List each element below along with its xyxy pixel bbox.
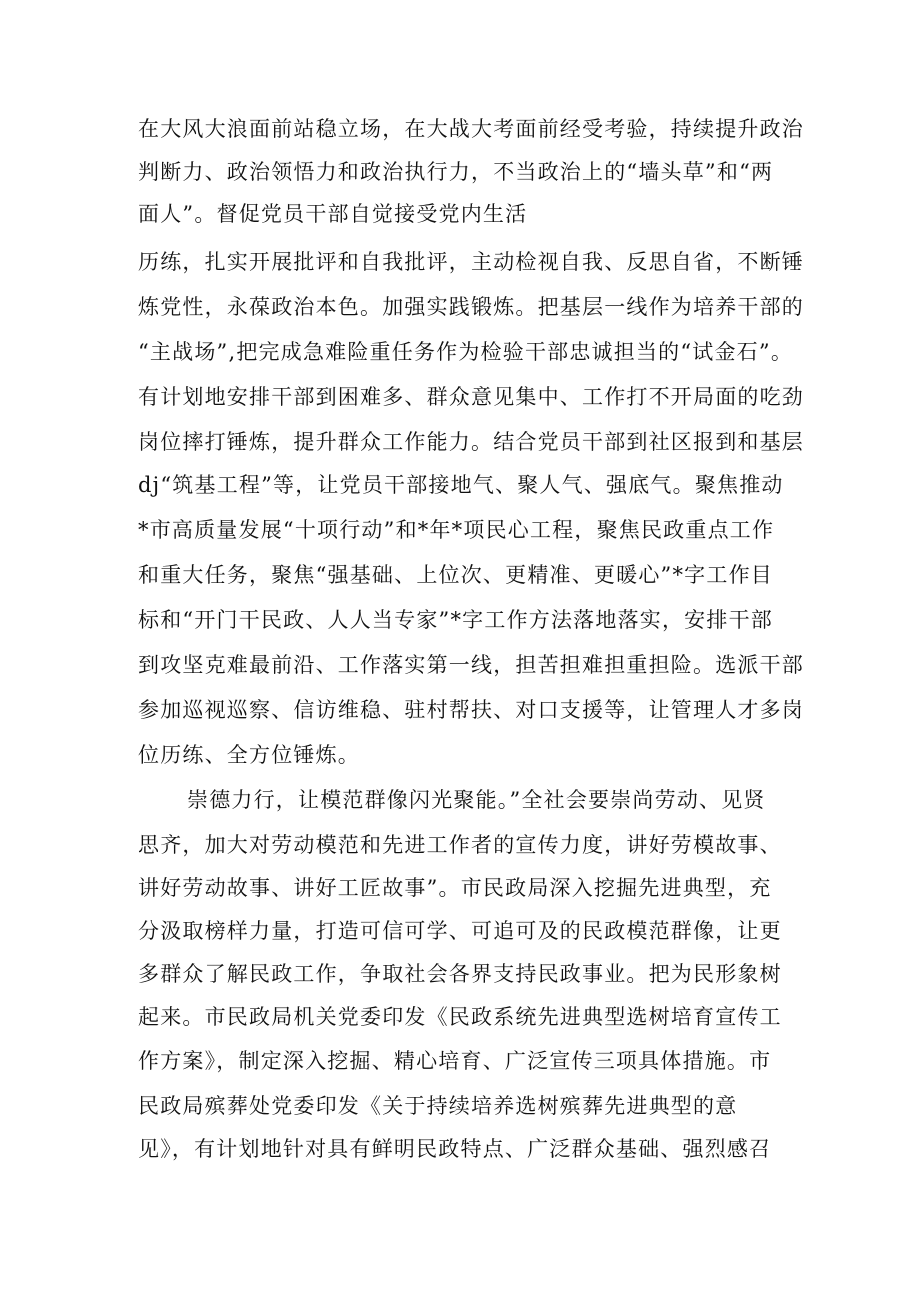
- text-line: 和重大任务，聚焦“强基础、上位次、更精准、更暖心”*字工作目: [138, 563, 773, 587]
- text-line: 民政局殡葬处党委印发《关于持续培养选树殡葬先进典型的意: [138, 1094, 738, 1118]
- text-line: 位历练、全方位锤炼。: [138, 743, 360, 767]
- text-line: 多群众了解民政工作，争取社会各界支持民政事业。把为民形象树: [138, 962, 782, 986]
- text-line: 判断力、政治领悟力和政治执行力，不当政治上的“墙头草”和“两: [138, 160, 774, 184]
- text-line: 参加巡视巡察、信访维稳、驻村帮扶、对口支援等，让管理人才多岗: [138, 698, 804, 722]
- text-line: 见》，有计划地针对具有鲜明民政特点、广泛群众基础、强烈感召: [138, 1137, 772, 1161]
- text-line: 在大风大浪面前站稳立场，在大战大考面前经受考验，持续提升政治: [138, 117, 804, 141]
- text-line: 思齐，加大对劳动模范和先进工作者的宣传力度，讲好劳模故事、: [138, 833, 782, 857]
- text-line: 到攻坚克难最前沿、工作落实第一线，担苦担难担重担险。选派干部: [138, 653, 804, 677]
- text-line: dj“筑基工程”等，让党员干部接地气、聚人气、强底气。聚焦推动: [138, 473, 784, 497]
- paragraph-first-line: 崇德力行，让模范群像闪光聚能。”全社会要崇尚劳动、见贤: [187, 788, 766, 812]
- text-line: 岗位摔打锤炼，提升群众工作能力。结合党员干部到社区报到和基层: [138, 430, 804, 454]
- text-line: 起来。市民政局机关党委印发《民政系统先进典型选树培育宣传工: [138, 1005, 782, 1029]
- text-line: 炼党性，永葆政治本色。加强实践锻炼。把基层一线作为培养干部的: [138, 295, 804, 319]
- text-line: 分汲取榜样力量，打造可信可学、可追可及的民政模范群像，让更: [138, 919, 782, 943]
- text-line: “主战场”,把完成急难险重任务作为检验干部忠诚担当的“试金石”。: [138, 340, 794, 364]
- text-line: 作方案》，制定深入挖掘、精心培育、广泛宣传三项具体措施。市: [138, 1049, 772, 1073]
- text-line: *市高质量发展“十项行动”和*年*项民心工程，聚焦民政重点工作: [138, 518, 775, 542]
- text-line: 标和“开门干民政、人人当专家”*字工作方法落地落实，安排干部: [138, 608, 773, 632]
- text-line: 面人”。督促党员干部自觉接受党内生活: [138, 202, 528, 226]
- text-line: 有计划地安排干部到困难多、群众意见集中、工作打不开局面的吃劲: [138, 385, 804, 409]
- text-line: 历练，扎实开展批评和自我批评，主动检视自我、反思自省，不断锤: [138, 250, 804, 274]
- text-line: 讲好劳动故事、讲好工匠故事”。市民政局深入挖掘先进典型，充: [138, 876, 772, 900]
